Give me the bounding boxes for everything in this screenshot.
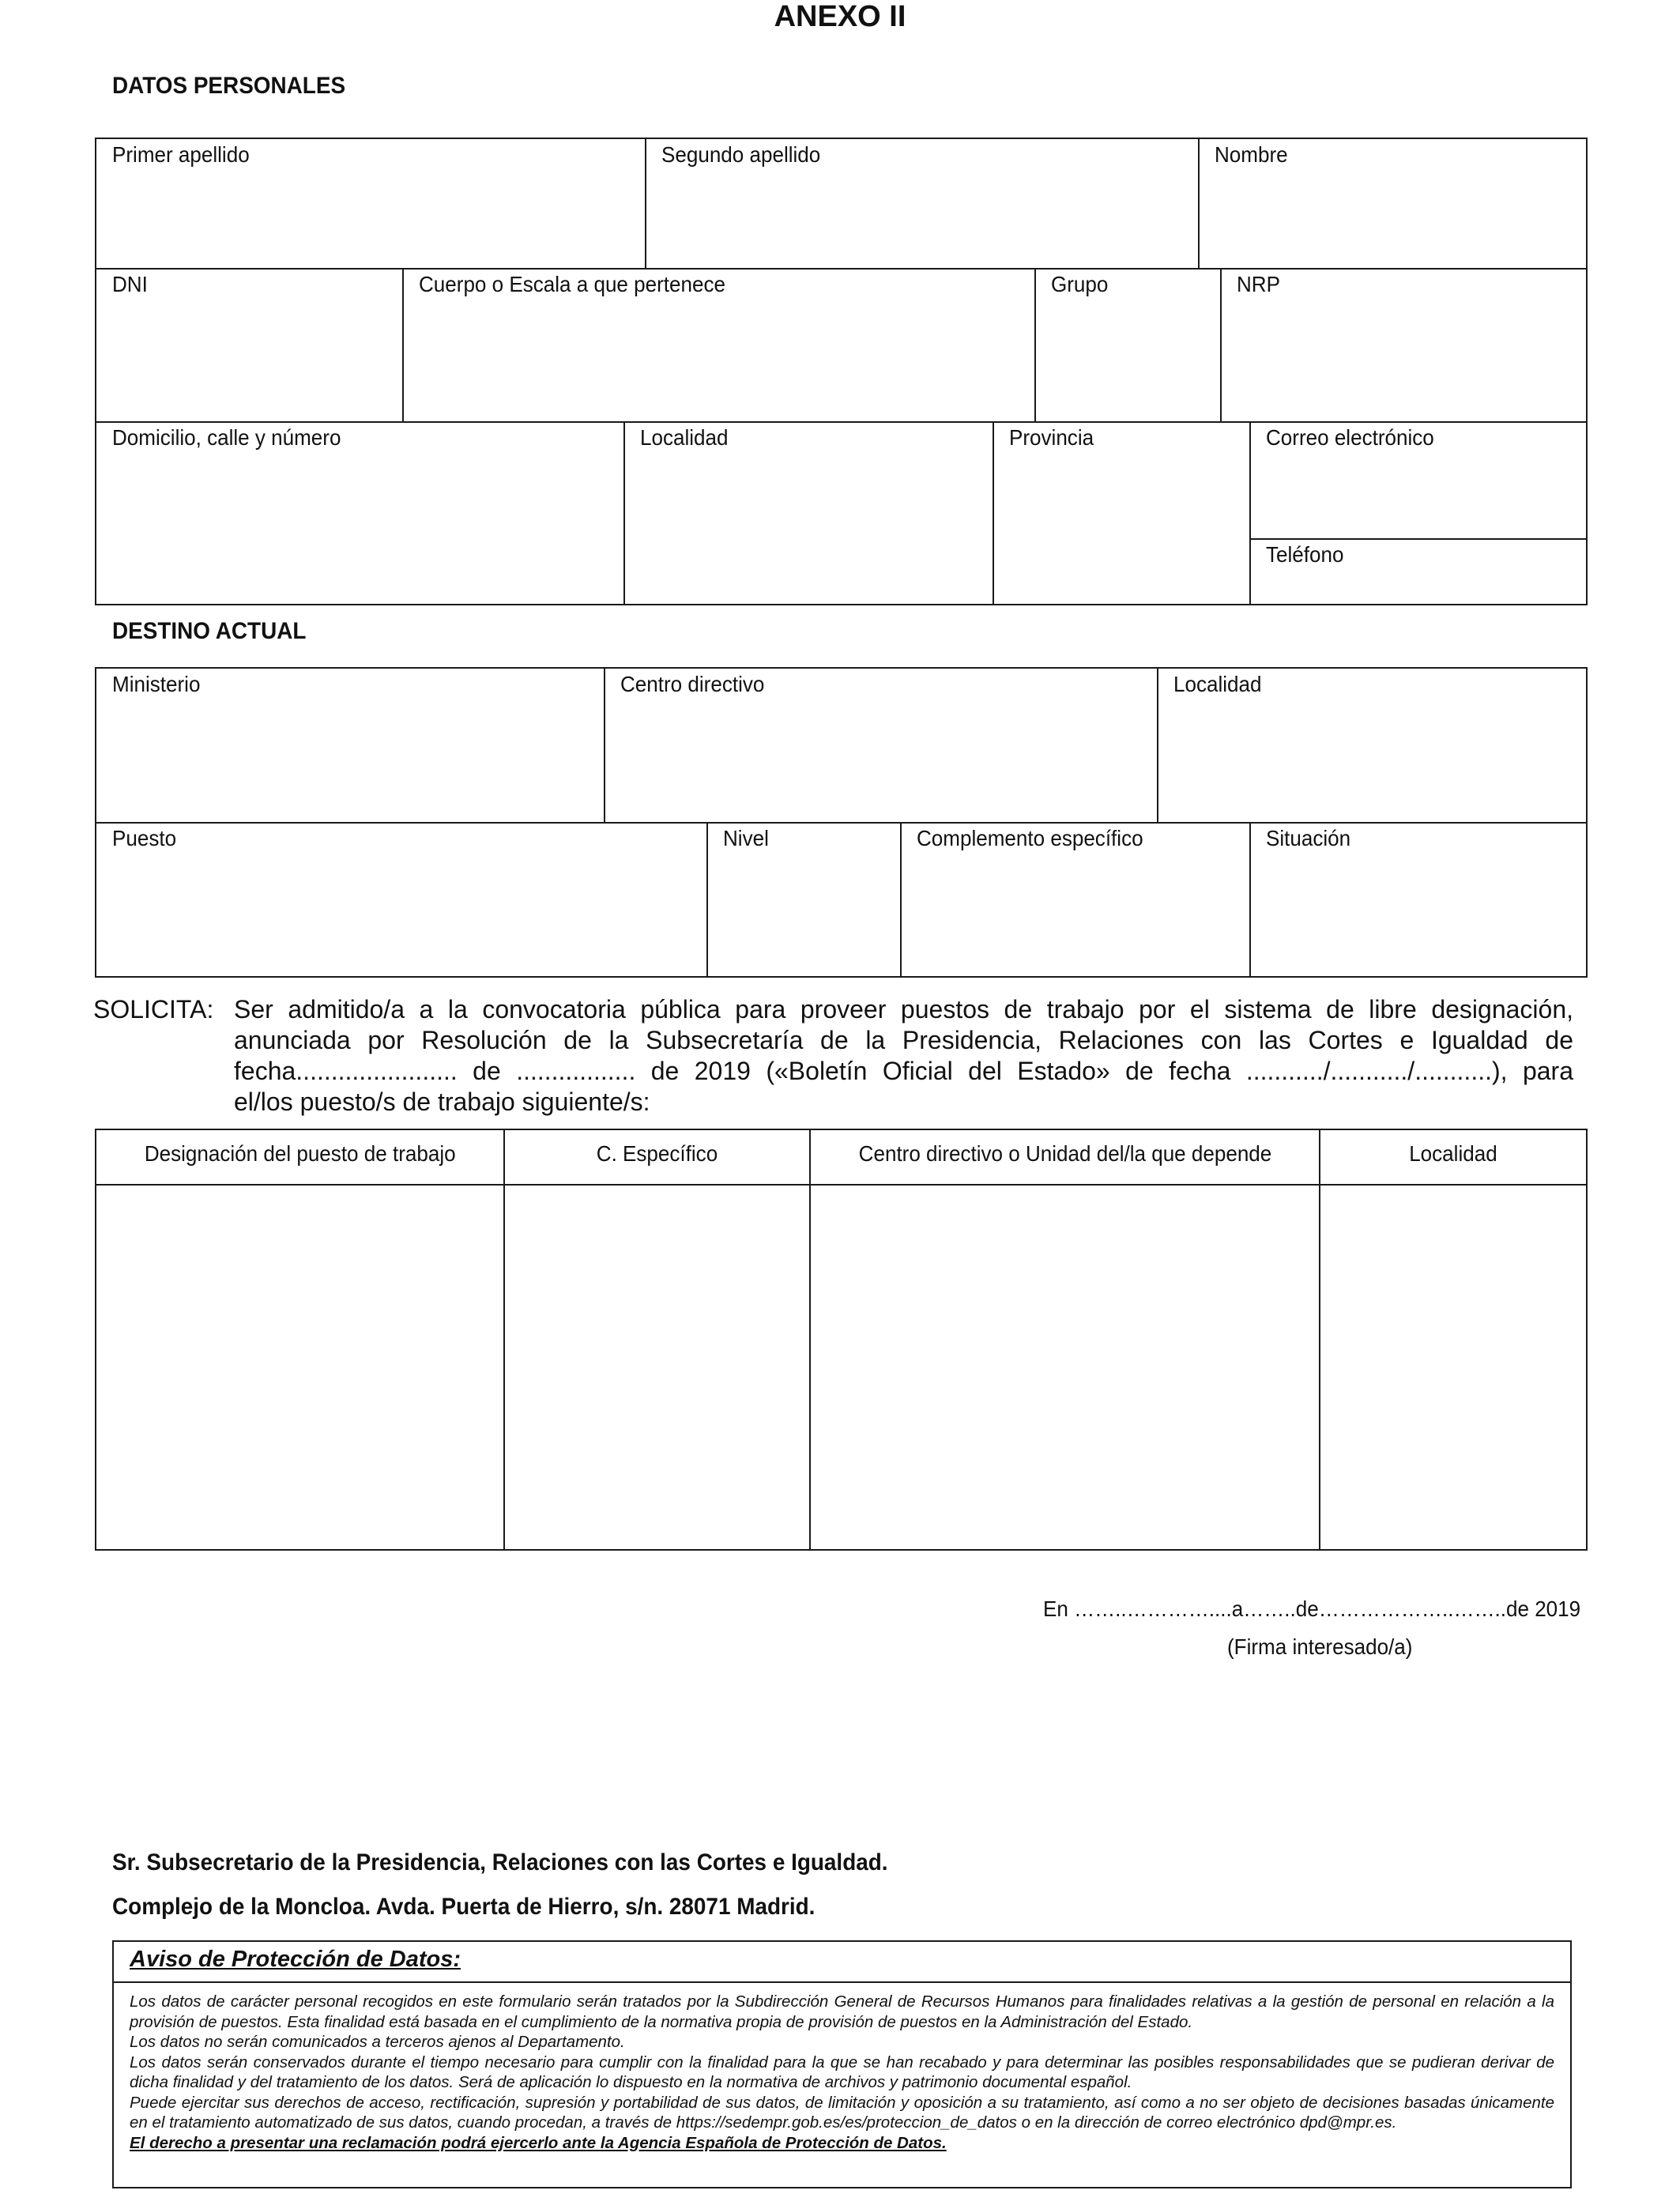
correo-label: Correo electrónico (1266, 425, 1434, 450)
divider (1198, 139, 1200, 269)
aviso-paragraph: Puede ejercitar sus derechos de acceso, rectificación, supresión y portabilidad de sus datos, de limitación y oposición a su tratamiento, así como a no ser objeto de decisiones basadas únicamente en el tratamiento automatizado de sus datos, cuando procedan, a través de https://sedempr.gob.es/es/proteccion_de_datos o en la dirección de correo electrónico dpd@mpr.es. (130, 2093, 1554, 2132)
aviso-paragraph: Los datos no serán comunicados a terceros ajenos al Departamento. (130, 2033, 625, 2051)
aviso-proteccion-datos (112, 1940, 1572, 2188)
aviso-paragraph: Los datos de carácter personal recogidos en este formulario serán tratados por la Subdirección General de Recursos Humanos para finalidades relativas a la gestión de personal en relación a la provisión de puestos. Esta finalidad está basada en el cumplimiento de la normativa propia de provisión de puestos en la Administración del Estado. (130, 1992, 1554, 2031)
solicita-label: SOLICITA: (93, 995, 214, 1023)
situacion-label: Situación (1266, 826, 1351, 850)
segundo-apellido-label: Segundo apellido (661, 142, 821, 167)
localidad-destino-field[interactable] (1158, 669, 1586, 823)
segundo-apellido-field[interactable] (646, 139, 1199, 269)
destinatario-line-1: Sr. Subsecretario de la Presidencia, Relaciones con las Cortes e Igualdad. (112, 1849, 888, 1875)
datos-personales-table (95, 138, 1588, 605)
destino-actual-table (95, 667, 1588, 978)
provincia-label: Provincia (1009, 425, 1094, 450)
solicita-line-3: fecha....................... de ................. de 2019 («Boletín Oficial del Estado» de fecha .........../.........../...........), para (234, 1057, 1573, 1085)
domicilio-label: Domicilio, calle y número (112, 425, 341, 450)
divider (706, 823, 708, 976)
puesto-field[interactable] (96, 823, 707, 976)
nrp-field[interactable] (1221, 269, 1586, 422)
situacion-field[interactable] (1250, 823, 1586, 976)
complemento-field[interactable] (901, 823, 1250, 976)
dni-field[interactable] (96, 269, 403, 422)
nombre-field[interactable] (1199, 139, 1586, 269)
section-destino-actual: DESTINO ACTUAL (112, 618, 307, 644)
nrp-label: NRP (1237, 272, 1280, 296)
telefono-field[interactable] (1250, 539, 1586, 604)
section-datos-personales: DATOS PERSONALES (112, 73, 346, 99)
complemento-label: Complemento específico (917, 826, 1143, 850)
cuerpo-field[interactable] (403, 269, 1035, 422)
column-header-localidad: Localidad (1408, 1141, 1497, 1166)
solicita-line-1: Ser admitido/a a la convocatoria pública para proveer puestos de trabajo por el sistema de libre designación, (234, 995, 1573, 1023)
divider (1220, 269, 1222, 422)
firma-label: (Firma interesado/a) (1227, 1634, 1413, 1659)
designacion-cell[interactable] (96, 1186, 503, 1549)
ministerio-field[interactable] (96, 669, 605, 823)
divider (1249, 823, 1251, 976)
grupo-label: Grupo (1051, 272, 1109, 296)
column-header-designacion: Designación del puesto de trabajo (145, 1141, 456, 1166)
destinatario-line-2: Complejo de la Moncloa. Avda. Puerta de Hierro, s/n. 28071 Madrid. (112, 1894, 816, 1920)
aviso-body (130, 1992, 1554, 2153)
divider (993, 422, 994, 604)
column-header-centro-directivo: Centro directivo o Unidad del/la que depende (858, 1141, 1271, 1166)
localidad-cell[interactable] (1320, 1186, 1586, 1549)
divider (1157, 669, 1158, 823)
divider (623, 422, 625, 604)
provincia-field[interactable] (993, 422, 1250, 604)
aviso-paragraph-reclamacion: El derecho a presentar una reclamación podrá ejercerlo ante la Agencia Española de Protección de Datos. (130, 2133, 947, 2152)
column-header-c-especifico: C. Específico (596, 1141, 718, 1166)
primer-apellido-label: Primer apellido (112, 142, 250, 167)
grupo-field[interactable] (1035, 269, 1221, 422)
nivel-field[interactable] (707, 823, 901, 976)
centro-directivo-cell[interactable] (811, 1186, 1318, 1549)
primer-apellido-field[interactable] (96, 139, 646, 269)
divider (645, 139, 646, 269)
telefono-label: Teléfono (1266, 542, 1344, 567)
solicita-line-2: anunciada por Resolución de la Subsecretaría de la Presidencia, Relaciones con las Cortes e Igualdad de (234, 1026, 1573, 1054)
centro-directivo-field[interactable] (605, 669, 1158, 823)
localidad-label: Localidad (640, 425, 729, 450)
correo-field[interactable] (1250, 422, 1586, 539)
cuerpo-label: Cuerpo o Escala a que pertenece (419, 272, 725, 296)
solicita-paragraph (93, 994, 1575, 1121)
fecha-line: En ……..…………....a……..de………………..……..de 2019 (1043, 1596, 1581, 1621)
localidad-destino-label: Localidad (1173, 672, 1262, 696)
divider (402, 269, 404, 422)
c-especifico-cell[interactable] (505, 1186, 808, 1549)
aviso-paragraph: Los datos serán conservados durante el tiempo necesario para cumplir con la finalidad para la que se han recabado y para determinar las posibles responsabilidades que se pudieran derivar de dicha finalidad y del tratamiento de los datos. Será de aplicación lo dispuesto en la normativa de archivos y patrimonio documental español. (130, 2053, 1554, 2091)
nivel-label: Nivel (723, 826, 769, 850)
aviso-title: Aviso de Protección de Datos: (130, 1947, 461, 1972)
divider (604, 669, 605, 823)
page-title: ANEXO II (774, 0, 906, 33)
divider (1034, 269, 1036, 422)
divider (1249, 422, 1251, 604)
solicita-line-4: el/los puesto/s de trabajo siguiente/s: (234, 1088, 650, 1116)
nombre-label: Nombre (1215, 142, 1288, 167)
aviso-divider (114, 1981, 1570, 1983)
localidad-field[interactable] (624, 422, 993, 604)
ministerio-label: Ministerio (112, 672, 201, 696)
dni-label: DNI (112, 272, 148, 296)
puestos-table (95, 1129, 1588, 1551)
centro-directivo-label: Centro directivo (620, 672, 765, 696)
puesto-label: Puesto (112, 826, 177, 850)
divider (900, 823, 902, 976)
domicilio-field[interactable] (96, 422, 624, 604)
divider (1250, 538, 1586, 540)
